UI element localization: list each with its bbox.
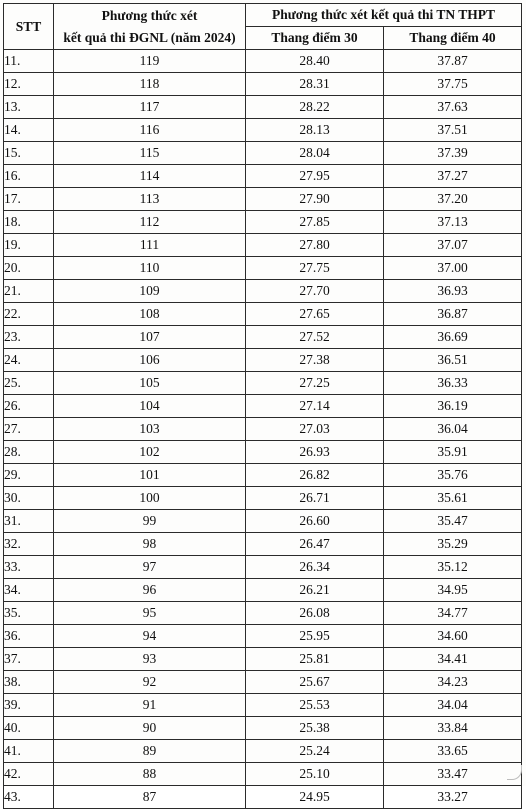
table-row xyxy=(4,257,522,280)
cell-score-40: 35.29 xyxy=(384,533,522,556)
cell-score-40: 37.75 xyxy=(384,73,522,96)
cell-score-30: 27.03 xyxy=(246,418,384,441)
cell-dgnl-score: 98 xyxy=(54,533,246,556)
cell-dgnl-score: 117 xyxy=(54,96,246,119)
table-row xyxy=(4,648,522,671)
cell-score-30: 27.25 xyxy=(246,372,384,395)
table-row xyxy=(4,418,522,441)
cell-score-40: 33.84 xyxy=(384,717,522,740)
cell-score-30: 25.10 xyxy=(246,763,384,786)
cell-stt: 17. xyxy=(4,188,54,211)
table-row xyxy=(4,142,522,165)
cell-dgnl-score: 108 xyxy=(54,303,246,326)
table-row xyxy=(4,533,522,556)
cell-stt: 29. xyxy=(4,464,54,487)
cell-stt: 14. xyxy=(4,119,54,142)
cell-dgnl-score: 95 xyxy=(54,602,246,625)
table-row xyxy=(4,487,522,510)
cell-stt: 39. xyxy=(4,694,54,717)
cell-score-30: 26.93 xyxy=(246,441,384,464)
cell-score-40: 36.93 xyxy=(384,280,522,303)
table-row xyxy=(4,441,522,464)
cell-score-30: 27.85 xyxy=(246,211,384,234)
table-row xyxy=(4,50,522,73)
cell-stt: 32. xyxy=(4,533,54,556)
table-row xyxy=(4,349,522,372)
cell-stt: 34. xyxy=(4,579,54,602)
cell-score-30: 27.70 xyxy=(246,280,384,303)
cell-dgnl-score: 94 xyxy=(54,625,246,648)
cell-score-30: 26.08 xyxy=(246,602,384,625)
score-conversion-table xyxy=(3,3,522,809)
cell-score-30: 27.75 xyxy=(246,257,384,280)
header-thpt: Phương thức xét kết quả thi TN THPT xyxy=(246,4,522,27)
cell-score-40: 37.87 xyxy=(384,50,522,73)
cell-dgnl-score: 107 xyxy=(54,326,246,349)
cell-score-40: 34.04 xyxy=(384,694,522,717)
cell-stt: 42. xyxy=(4,763,54,786)
cell-stt: 30. xyxy=(4,487,54,510)
cell-score-40: 36.69 xyxy=(384,326,522,349)
cell-score-40: 33.65 xyxy=(384,740,522,763)
cell-score-40: 35.12 xyxy=(384,556,522,579)
table-row xyxy=(4,211,522,234)
cell-score-40: 36.19 xyxy=(384,395,522,418)
cell-score-40: 37.63 xyxy=(384,96,522,119)
table-row xyxy=(4,786,522,809)
cell-stt: 18. xyxy=(4,211,54,234)
cell-dgnl-score: 110 xyxy=(54,257,246,280)
cell-stt: 37. xyxy=(4,648,54,671)
cell-stt: 25. xyxy=(4,372,54,395)
cell-dgnl-score: 93 xyxy=(54,648,246,671)
cell-dgnl-score: 102 xyxy=(54,441,246,464)
cell-score-40: 33.27 xyxy=(384,786,522,809)
cell-score-30: 26.60 xyxy=(246,510,384,533)
cell-stt: 28. xyxy=(4,441,54,464)
cell-stt: 19. xyxy=(4,234,54,257)
cell-score-30: 28.31 xyxy=(246,73,384,96)
cell-score-30: 25.81 xyxy=(246,648,384,671)
table-row xyxy=(4,464,522,487)
cell-stt: 21. xyxy=(4,280,54,303)
cell-score-30: 28.04 xyxy=(246,142,384,165)
header-dgnl-line1: Phương thức xét xyxy=(101,7,198,23)
table-row xyxy=(4,234,522,257)
header-scale-30: Thang điểm 30 xyxy=(246,27,384,50)
cell-score-30: 27.80 xyxy=(246,234,384,257)
header-stt: STT xyxy=(4,4,54,50)
cell-stt: 26. xyxy=(4,395,54,418)
cell-stt: 38. xyxy=(4,671,54,694)
cell-stt: 31. xyxy=(4,510,54,533)
cell-score-30: 27.14 xyxy=(246,395,384,418)
cell-dgnl-score: 118 xyxy=(54,73,246,96)
cell-stt: 15. xyxy=(4,142,54,165)
cell-score-30: 26.21 xyxy=(246,579,384,602)
cell-score-30: 27.65 xyxy=(246,303,384,326)
cell-stt: 13. xyxy=(4,96,54,119)
table-body xyxy=(4,50,522,809)
table-row xyxy=(4,671,522,694)
cell-score-40: 37.07 xyxy=(384,234,522,257)
table-row xyxy=(4,625,522,648)
cell-score-40: 37.20 xyxy=(384,188,522,211)
cell-stt: 40. xyxy=(4,717,54,740)
cell-score-40: 34.23 xyxy=(384,671,522,694)
cell-dgnl-score: 89 xyxy=(54,740,246,763)
cell-score-40: 36.04 xyxy=(384,418,522,441)
cell-score-30: 26.82 xyxy=(246,464,384,487)
cell-score-40: 33.47 xyxy=(384,763,522,786)
cell-dgnl-score: 106 xyxy=(54,349,246,372)
cell-score-30: 27.90 xyxy=(246,188,384,211)
cell-dgnl-score: 97 xyxy=(54,556,246,579)
cell-stt: 11. xyxy=(4,50,54,73)
cell-dgnl-score: 100 xyxy=(54,487,246,510)
cell-score-30: 24.95 xyxy=(246,786,384,809)
cell-dgnl-score: 116 xyxy=(54,119,246,142)
table-row xyxy=(4,556,522,579)
table-row xyxy=(4,165,522,188)
cell-dgnl-score: 92 xyxy=(54,671,246,694)
cell-score-40: 36.33 xyxy=(384,372,522,395)
cell-dgnl-score: 99 xyxy=(54,510,246,533)
cell-score-40: 37.51 xyxy=(384,119,522,142)
cell-dgnl-score: 90 xyxy=(54,717,246,740)
table-row xyxy=(4,510,522,533)
cell-stt: 23. xyxy=(4,326,54,349)
cell-stt: 36. xyxy=(4,625,54,648)
cell-score-40: 34.41 xyxy=(384,648,522,671)
cell-stt: 43. xyxy=(4,786,54,809)
cell-score-40: 34.60 xyxy=(384,625,522,648)
cell-score-30: 26.71 xyxy=(246,487,384,510)
cell-dgnl-score: 91 xyxy=(54,694,246,717)
cell-score-40: 34.95 xyxy=(384,579,522,602)
cell-dgnl-score: 88 xyxy=(54,763,246,786)
cell-score-30: 25.38 xyxy=(246,717,384,740)
cell-score-40: 35.91 xyxy=(384,441,522,464)
cell-score-40: 36.87 xyxy=(384,303,522,326)
cell-dgnl-score: 114 xyxy=(54,165,246,188)
cell-score-40: 35.61 xyxy=(384,487,522,510)
header-dgnl-line2: kết quả thi ĐGNL (năm 2024) xyxy=(63,29,236,45)
table-row xyxy=(4,740,522,763)
cell-score-40: 35.47 xyxy=(384,510,522,533)
table-row xyxy=(4,579,522,602)
table-row xyxy=(4,763,522,786)
table-row xyxy=(4,73,522,96)
header-dgnl xyxy=(54,4,246,50)
cell-score-30: 28.13 xyxy=(246,119,384,142)
cell-dgnl-score: 113 xyxy=(54,188,246,211)
table-header xyxy=(4,4,522,50)
cell-stt: 12. xyxy=(4,73,54,96)
table-row xyxy=(4,694,522,717)
cell-score-30: 25.53 xyxy=(246,694,384,717)
cell-score-40: 37.13 xyxy=(384,211,522,234)
cell-score-30: 27.95 xyxy=(246,165,384,188)
table-row xyxy=(4,717,522,740)
cell-stt: 16. xyxy=(4,165,54,188)
cell-score-40: 35.76 xyxy=(384,464,522,487)
table-row xyxy=(4,372,522,395)
cell-score-30: 27.38 xyxy=(246,349,384,372)
cell-dgnl-score: 119 xyxy=(54,50,246,73)
cell-stt: 35. xyxy=(4,602,54,625)
cell-stt: 41. xyxy=(4,740,54,763)
cell-dgnl-score: 104 xyxy=(54,395,246,418)
cell-dgnl-score: 96 xyxy=(54,579,246,602)
cell-dgnl-score: 101 xyxy=(54,464,246,487)
table-row xyxy=(4,303,522,326)
cell-dgnl-score: 112 xyxy=(54,211,246,234)
cell-stt: 33. xyxy=(4,556,54,579)
cell-stt: 20. xyxy=(4,257,54,280)
table-row xyxy=(4,96,522,119)
table-row xyxy=(4,119,522,142)
cell-score-30: 28.22 xyxy=(246,96,384,119)
table-row xyxy=(4,395,522,418)
cell-stt: 24. xyxy=(4,349,54,372)
cell-score-30: 25.95 xyxy=(246,625,384,648)
cell-score-30: 25.24 xyxy=(246,740,384,763)
cell-dgnl-score: 87 xyxy=(54,786,246,809)
cell-score-40: 37.27 xyxy=(384,165,522,188)
cell-score-30: 26.47 xyxy=(246,533,384,556)
cell-score-40: 37.39 xyxy=(384,142,522,165)
cell-stt: 22. xyxy=(4,303,54,326)
cell-score-30: 27.52 xyxy=(246,326,384,349)
cell-dgnl-score: 105 xyxy=(54,372,246,395)
cell-score-40: 36.51 xyxy=(384,349,522,372)
table-row xyxy=(4,326,522,349)
table-row xyxy=(4,188,522,211)
cell-dgnl-score: 115 xyxy=(54,142,246,165)
cell-score-30: 25.67 xyxy=(246,671,384,694)
cell-stt: 27. xyxy=(4,418,54,441)
cell-dgnl-score: 109 xyxy=(54,280,246,303)
cell-score-30: 28.40 xyxy=(246,50,384,73)
table-row xyxy=(4,602,522,625)
cell-score-30: 26.34 xyxy=(246,556,384,579)
cell-dgnl-score: 103 xyxy=(54,418,246,441)
cell-score-40: 34.77 xyxy=(384,602,522,625)
table-row xyxy=(4,280,522,303)
header-scale-40: Thang điểm 40 xyxy=(384,27,522,50)
cell-score-40: 37.00 xyxy=(384,257,522,280)
cell-dgnl-score: 111 xyxy=(54,234,246,257)
